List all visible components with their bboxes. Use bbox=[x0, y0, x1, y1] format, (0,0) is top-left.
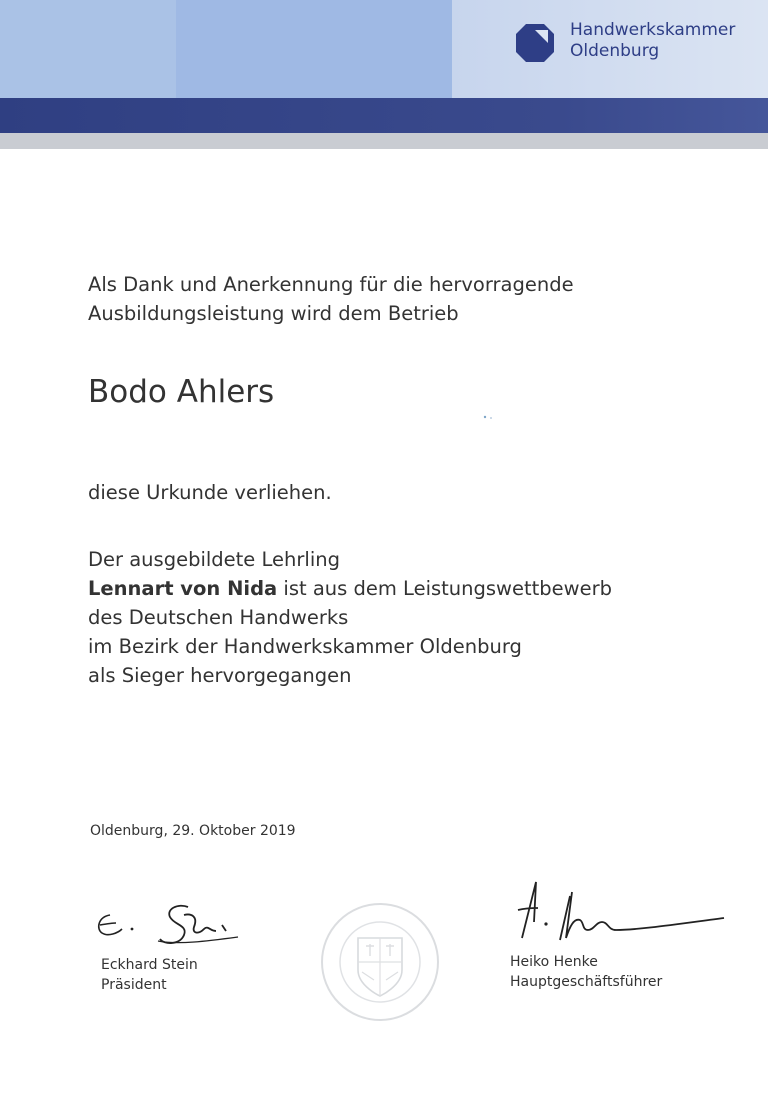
signer-right-name: Heiko Henke bbox=[510, 954, 598, 970]
signature-left bbox=[88, 895, 258, 955]
intro-line-1: Als Dank und Anerkennung für die hervorragende bbox=[88, 273, 574, 296]
organization-name-line1: Handwerkskammer bbox=[570, 20, 736, 40]
embossed-seal bbox=[318, 900, 442, 1024]
apprentice-line-rest: ist aus dem Leistungswettbewerb bbox=[277, 577, 613, 600]
header-dark-band bbox=[0, 98, 768, 133]
competition-line: des Deutschen Handwerks bbox=[88, 606, 349, 629]
place-date: Oldenburg, 29. Oktober 2019 bbox=[90, 823, 296, 839]
recipient-name: Bodo Ahlers bbox=[88, 374, 275, 410]
awarded-line: diese Urkunde verliehen. bbox=[88, 481, 332, 504]
signature-right bbox=[508, 878, 738, 958]
organization-name-line2: Oldenburg bbox=[570, 41, 660, 61]
district-line: im Bezirk der Handwerkskammer Oldenburg bbox=[88, 635, 522, 658]
chamber-logo-icon bbox=[516, 24, 554, 62]
apprentice-paragraph bbox=[88, 545, 612, 690]
winner-line: als Sieger hervorgegangen bbox=[88, 664, 352, 687]
header-grey-band bbox=[0, 133, 768, 149]
signer-left bbox=[101, 955, 198, 995]
paper-speck bbox=[482, 414, 496, 420]
chamber-logo bbox=[516, 20, 756, 70]
signer-right-title: Hauptgeschäftsführer bbox=[510, 974, 663, 990]
signer-right bbox=[510, 952, 662, 992]
signer-left-name: Eckhard Stein bbox=[101, 957, 198, 973]
awarded-paragraph bbox=[88, 478, 332, 507]
apprentice-line bbox=[88, 574, 612, 603]
intro-line-2: Ausbildungsleistung wird dem Betrieb bbox=[88, 302, 459, 325]
apprentice-name: Lennart von Nida bbox=[88, 577, 278, 600]
intro-paragraph bbox=[88, 270, 574, 328]
apprentice-intro-line: Der ausgebildete Lehrling bbox=[88, 548, 340, 571]
organization-name bbox=[570, 20, 735, 62]
signer-left-title: Präsident bbox=[101, 977, 167, 993]
